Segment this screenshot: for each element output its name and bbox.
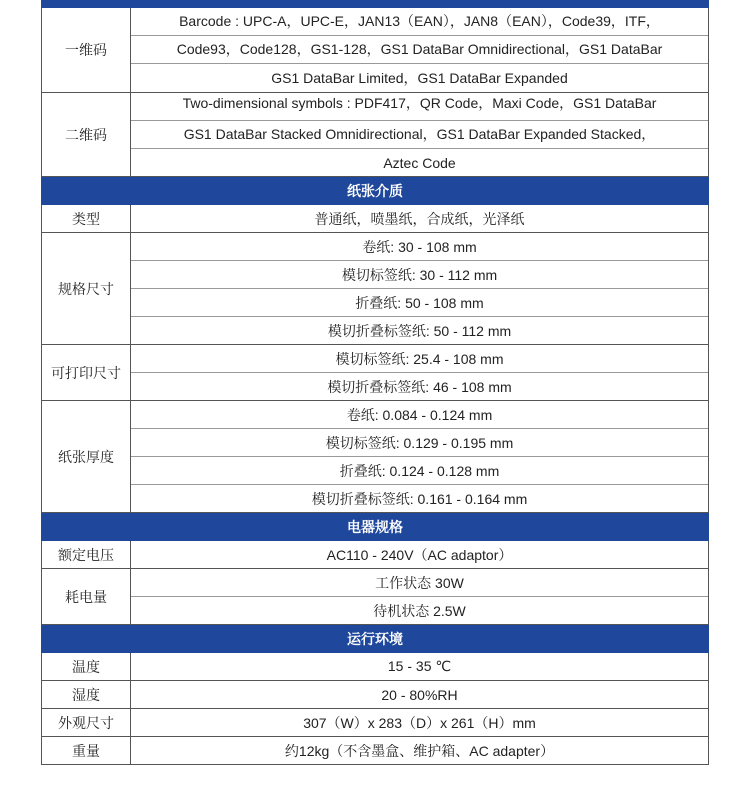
row-humidity — [41, 681, 709, 709]
row-paper-size — [41, 233, 709, 345]
value-line: 折叠纸: 50 - 108 mm — [131, 289, 708, 317]
row-2d-barcode — [41, 93, 709, 177]
value-line: 307（W）x 283（D）x 261（H）mm — [303, 714, 536, 731]
value-line: 折叠纸: 0.124 - 0.128 mm — [131, 457, 708, 485]
value-line: 待机状态 2.5W — [373, 602, 466, 619]
value-line: 模切折叠标签纸: 46 - 108 mm — [327, 378, 512, 395]
value-line: 工作状态 30W — [131, 569, 708, 597]
row-label: 温度 — [42, 653, 131, 680]
value-line: 卷纸: 0.084 - 0.124 mm — [131, 401, 708, 429]
row-label: 纸张厚度 — [42, 401, 131, 512]
section-header-strip — [41, 0, 709, 8]
row-label: 耗电量 — [42, 569, 131, 624]
spec-table — [41, 0, 709, 765]
row-dimensions — [41, 709, 709, 737]
value-line: 模切标签纸: 0.129 - 0.195 mm — [131, 429, 708, 457]
row-label: 类型 — [42, 205, 131, 232]
row-temperature — [41, 653, 709, 681]
value-line: 20 - 80%RH — [381, 686, 458, 703]
row-label: 湿度 — [42, 681, 131, 708]
row-label: 规格尺寸 — [42, 233, 131, 344]
value-line: 模切折叠标签纸: 0.161 - 0.164 mm — [311, 490, 528, 507]
row-paper-thickness — [41, 401, 709, 513]
value-line: Two-dimensional symbols : PDF417，QR Code，Maxi Code，GS1 DataBar — [131, 93, 708, 121]
section-header-environment: 运行环境 — [41, 625, 709, 653]
value-line: 模切折叠标签纸: 50 - 112 mm — [327, 322, 512, 339]
row-weight — [41, 737, 709, 765]
value-line: Barcode : UPC-A，UPC-E，JAN13（EAN），JAN8（EAN），Code39，ITF， — [131, 8, 708, 36]
row-power — [41, 569, 709, 625]
row-label: 可打印尺寸 — [42, 345, 131, 400]
value-line: AC110 - 240V（AC adaptor） — [326, 546, 513, 563]
row-paper-type — [41, 205, 709, 233]
row-label: 二维码 — [42, 93, 131, 176]
row-voltage — [41, 541, 709, 569]
row-paper-printable — [41, 345, 709, 401]
row-label: 额定电压 — [42, 541, 131, 568]
row-label: 外观尺寸 — [42, 709, 131, 736]
value-line: 15 - 35 ℃ — [387, 658, 452, 674]
row-1d-barcode — [41, 8, 709, 93]
value-line: 普通纸，喷墨纸，合成纸，光泽纸 — [314, 210, 525, 227]
value-line: 模切标签纸: 25.4 - 108 mm — [131, 345, 708, 373]
value-line: 约12kg（不含墨盒、维护箱、AC adapter） — [284, 742, 555, 759]
value-line: Code93，Code128，GS1-128，GS1 DataBar Omnidirectional，GS1 DataBar — [131, 36, 708, 64]
section-header-paper: 纸张介质 — [41, 177, 709, 205]
value-line: GS1 DataBar Limited，GS1 DataBar Expanded — [271, 70, 568, 86]
value-line: 卷纸: 30 - 108 mm — [131, 233, 708, 261]
section-header-electrical: 电器规格 — [41, 513, 709, 541]
value-line: GS1 DataBar Stacked Omnidirectional，GS1 DataBar Expanded Stacked， — [131, 121, 708, 149]
row-label: 一维码 — [42, 8, 131, 92]
value-line: 模切标签纸: 30 - 112 mm — [131, 261, 708, 289]
row-label: 重量 — [42, 737, 131, 764]
value-line: Aztec Code — [383, 155, 456, 171]
